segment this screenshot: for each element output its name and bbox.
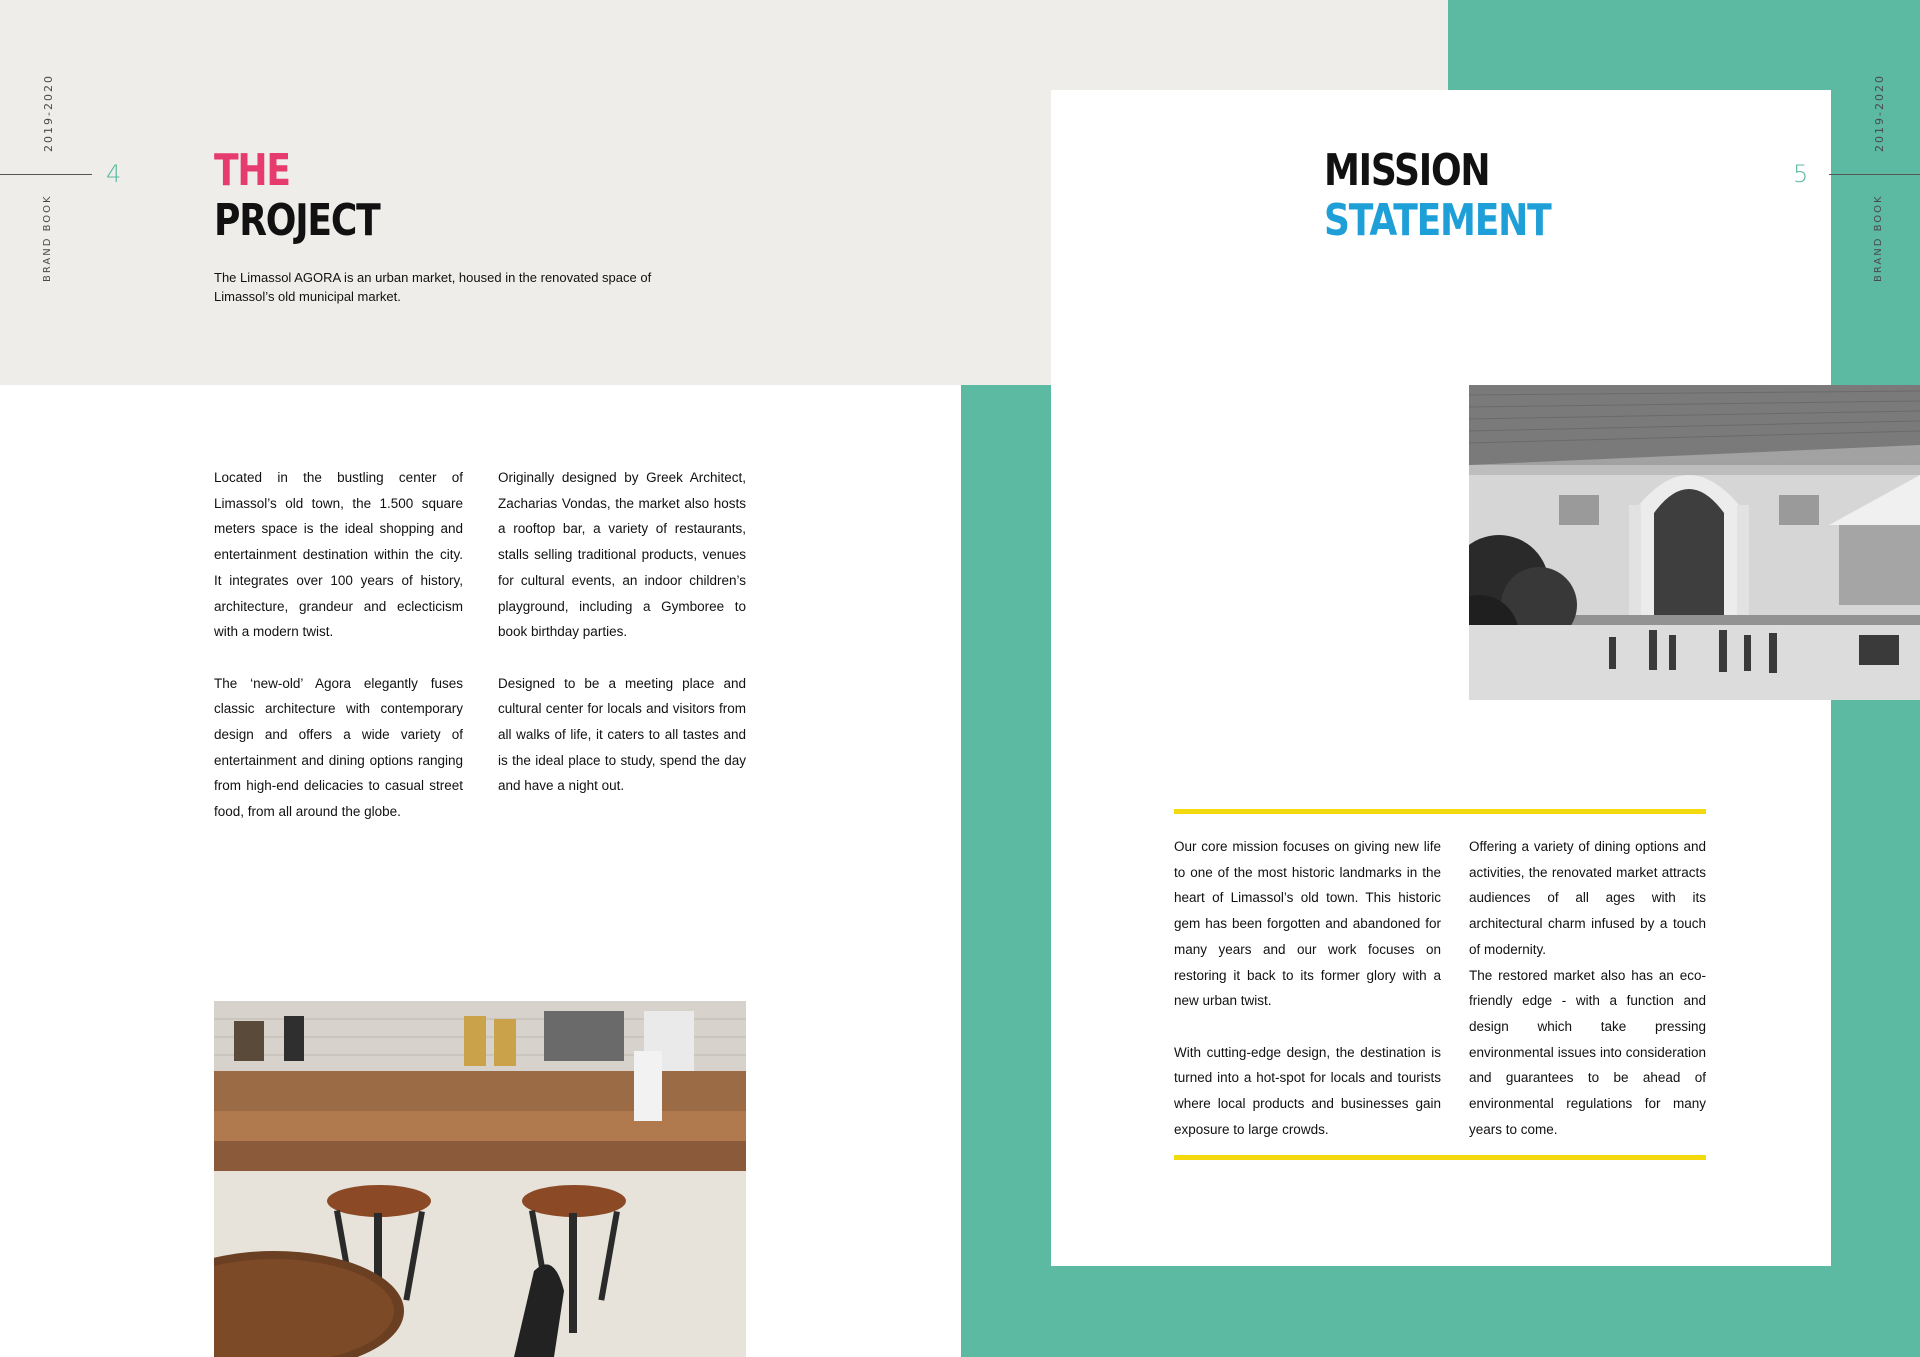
mission-col2-paragraph: Offering a variety of dining options and activities, the renovated market attracts audiences of all ages with its architectural charm infused by a touch of modernity.: [1469, 839, 1706, 957]
side-divider-right: [1829, 174, 1920, 175]
mission-col1-paragraph: With cutting-edge design, the destination is turned into a hot-spot for locals and tourists where local products and businesses gain exposure to large crowds.: [1174, 1044, 1441, 1137]
project-column-2: [498, 465, 746, 799]
mission-title: [1324, 146, 1550, 246]
page-number-left: 4: [106, 160, 122, 188]
side-divider-left: [0, 174, 92, 175]
side-label-left: BRAND BOOK: [42, 194, 53, 282]
side-label-right: BRAND BOOK: [1873, 194, 1884, 282]
mission-title-line2: STATEMENT: [1324, 195, 1551, 246]
teal-frame-bottom: [961, 1266, 1920, 1357]
mission-column-1: [1174, 834, 1441, 1142]
mission-column-2: [1469, 834, 1706, 1142]
mission-col1-paragraph: Our core mission focuses on giving new life to one of the most historic landmarks in the heart of Limassol’s old town. This historic gem has been forgotten and abandoned for many years and our work focuses on restoring it back to its former glory with a new urban twist.: [1174, 839, 1441, 1009]
project-title-line1: THE: [214, 145, 290, 196]
project-col1-paragraph: Located in the bustling center of Limassol’s old town, the 1.500 square meters space is the ideal shopping and entertainment destination within the city. It integrates over 100 years of history, architecture, grandeur and eclecticism with a modern twist.: [214, 470, 463, 640]
project-col2-paragraph: Designed to be a meeting place and cultural center for locals and visitors from all walks of life, it caters to all tastes and is the ideal place to study, spend the day and have a night out.: [498, 675, 746, 794]
yellow-rule-top: [1174, 809, 1706, 814]
page-number-right: 5: [1793, 160, 1809, 188]
yellow-rule-bottom: [1174, 1155, 1706, 1160]
mission-title-line1: MISSION: [1324, 145, 1490, 196]
side-year-right: 2019-2020: [1873, 74, 1886, 152]
bar-counter-photo: [214, 1001, 746, 1357]
project-col2-paragraph: Originally designed by Greek Architect, Zacharias Vondas, the market also hosts a rooftop bar, a variety of restaurants, stalls selling traditional products, venues for cultural events, an indoor children’s playground, including a Gymboree to book birthday parties.: [498, 470, 746, 640]
project-title-line2: PROJECT: [214, 195, 380, 246]
teal-frame-left: [961, 385, 1051, 1357]
project-column-1: [214, 465, 463, 825]
market-building-photo: [1469, 385, 1920, 700]
mission-col2-paragraph: The restored market also has an eco-friendly edge - with a function and design which take pressing environmental issues into consideration and guarantees to be ahead of environmental regulations for many years to come.: [1469, 967, 1706, 1137]
side-year-left: 2019-2020: [42, 74, 55, 152]
project-title: [214, 146, 379, 246]
project-intro: The Limassol AGORA is an urban market, housed in the renovated space of Limassol’s old municipal market.: [214, 270, 652, 304]
project-col1-paragraph: The ‘new-old’ Agora elegantly fuses classic architecture with contemporary design and offers a wide variety of entertainment and dining options ranging from high-end delicacies to casual street food, from all around the globe.: [214, 675, 463, 820]
